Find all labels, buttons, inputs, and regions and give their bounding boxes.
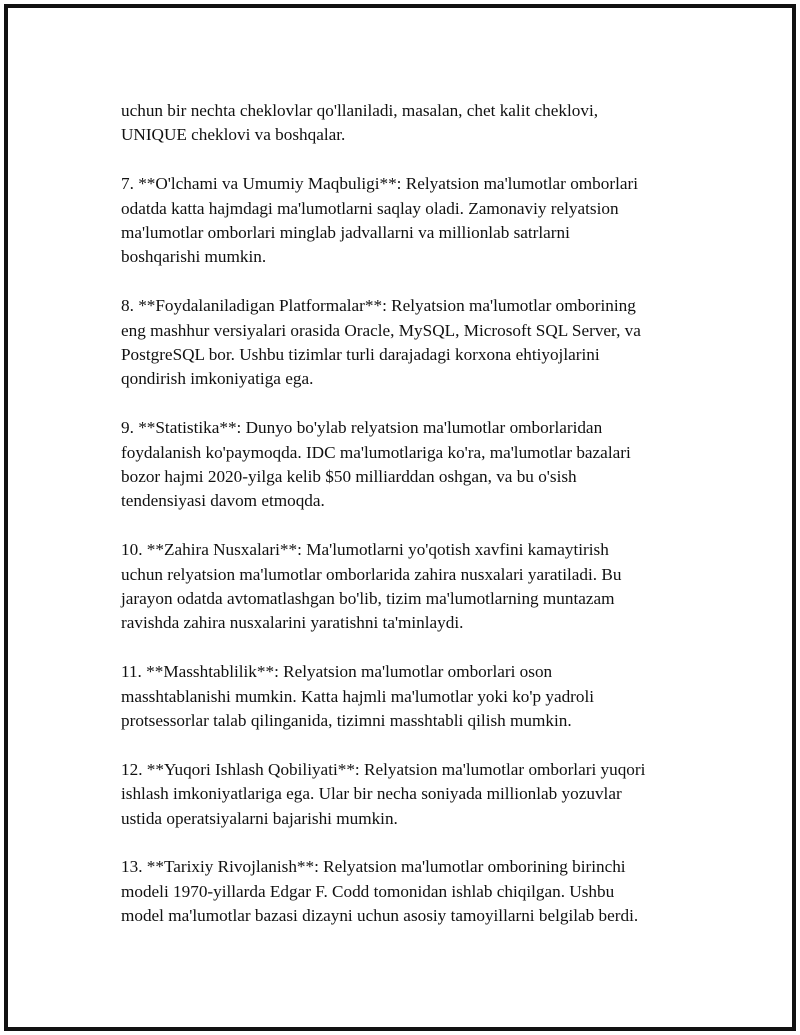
text-line: 7. **O'lchami va Umumiy Maqbuligi**: Relyatsion ma'lumotlar omborlari — [121, 174, 638, 194]
text-line: jarayon odatda avtomatlashgan bo'lib, tizim ma'lumotlarning muntazam — [121, 589, 615, 609]
text-line: ishlash imkoniyatlariga ega. Ular bir necha soniyada millionlab yozuvlar — [121, 784, 622, 804]
page-frame — [4, 4, 796, 1031]
text-line: bozor hajmi 2020-yilga kelib $50 milliarddan oshgan, va bu o'sish — [121, 467, 577, 487]
text-line: 9. **Statistika**: Dunyo bo'ylab relyatsion ma'lumotlar omborlaridan — [121, 418, 603, 438]
paragraph-item-13 — [121, 855, 721, 928]
text-line: uchun bir nechta cheklovlar qo'llaniladi, masalan, chet kalit cheklovi, — [121, 101, 599, 120]
paragraph-item-9 — [121, 416, 721, 514]
text-line: qondirish imkoniyatiga ega. — [121, 369, 314, 389]
text-line: odatda katta hajmdagi ma'lumotlarni saqlay oladi. Zamonaviy relyatsion — [121, 198, 619, 218]
paragraph-item-7 — [121, 172, 721, 270]
paragraph-item-8 — [121, 294, 721, 392]
text-line: ustida operatsiyalarni bajarishi mumkin. — [121, 808, 398, 828]
text-line: UNIQUE cheklovi va boshqalar. — [121, 125, 346, 145]
paragraph-constraints-continuation — [121, 99, 721, 148]
text-line: modeli 1970-yillarda Edgar F. Codd tomonidan ishlab chiqilgan. Ushbu — [121, 881, 615, 901]
text-line: 11. **Masshtablilik**: Relyatsion ma'lumotlar omborlari oson — [121, 662, 553, 682]
paragraph-item-11 — [121, 660, 721, 733]
text-line: 8. **Foydalaniladigan Platformalar**: Relyatsion ma'lumotlar omborining — [121, 296, 636, 316]
paragraph-item-10 — [121, 538, 721, 636]
text-line: boshqarishi mumkin. — [121, 247, 267, 267]
text-line: masshtablanishi mumkin. Katta hajmli ma'lumotlar yoki ko'p yadroli — [121, 686, 595, 706]
text-line: ma'lumotlar omborlari minglab jadvallarni va millionlab satrlarni — [121, 223, 570, 243]
text-line: ravishda zahira nusxalarini yaratishni ta'minlaydi. — [121, 613, 464, 633]
text-line: model ma'lumotlar bazasi dizayni uchun asosiy tamoyillarni belgilab berdi. — [121, 906, 639, 926]
text-line: foydalanish ko'paymoqda. IDC ma'lumotlariga ko'ra, ma'lumotlar bazalari — [121, 442, 631, 462]
text-line: PostgreSQL bor. Ushbu tizimlar turli darajadagi korxona ehtiyojlarini — [121, 345, 600, 365]
text-line: 13. **Tarixiy Rivojlanish**: Relyatsion ma'lumotlar omborining birinchi — [121, 857, 626, 877]
document-body — [121, 99, 721, 953]
text-line: 10. **Zahira Nusxalari**: Ma'lumotlarni yo'qotish xavfini kamaytirish — [121, 540, 609, 560]
text-line: protsessorlar talab qilinganida, tizimni masshtabli qilish mumkin. — [121, 711, 572, 731]
text-line: eng mashhur versiyalari orasida Oracle, MySQL, Microsoft SQL Server, va — [121, 320, 641, 340]
text-line: uchun relyatsion ma'lumotlar omborlarida zahira nusxalari yaratiladi. Bu — [121, 564, 622, 584]
text-line: 12. **Yuqori Ishlash Qobiliyati**: Relyatsion ma'lumotlar omborlari yuqori — [121, 759, 646, 779]
paragraph-item-12 — [121, 758, 721, 831]
text-line: tendensiyasi davom etmoqda. — [121, 491, 325, 511]
